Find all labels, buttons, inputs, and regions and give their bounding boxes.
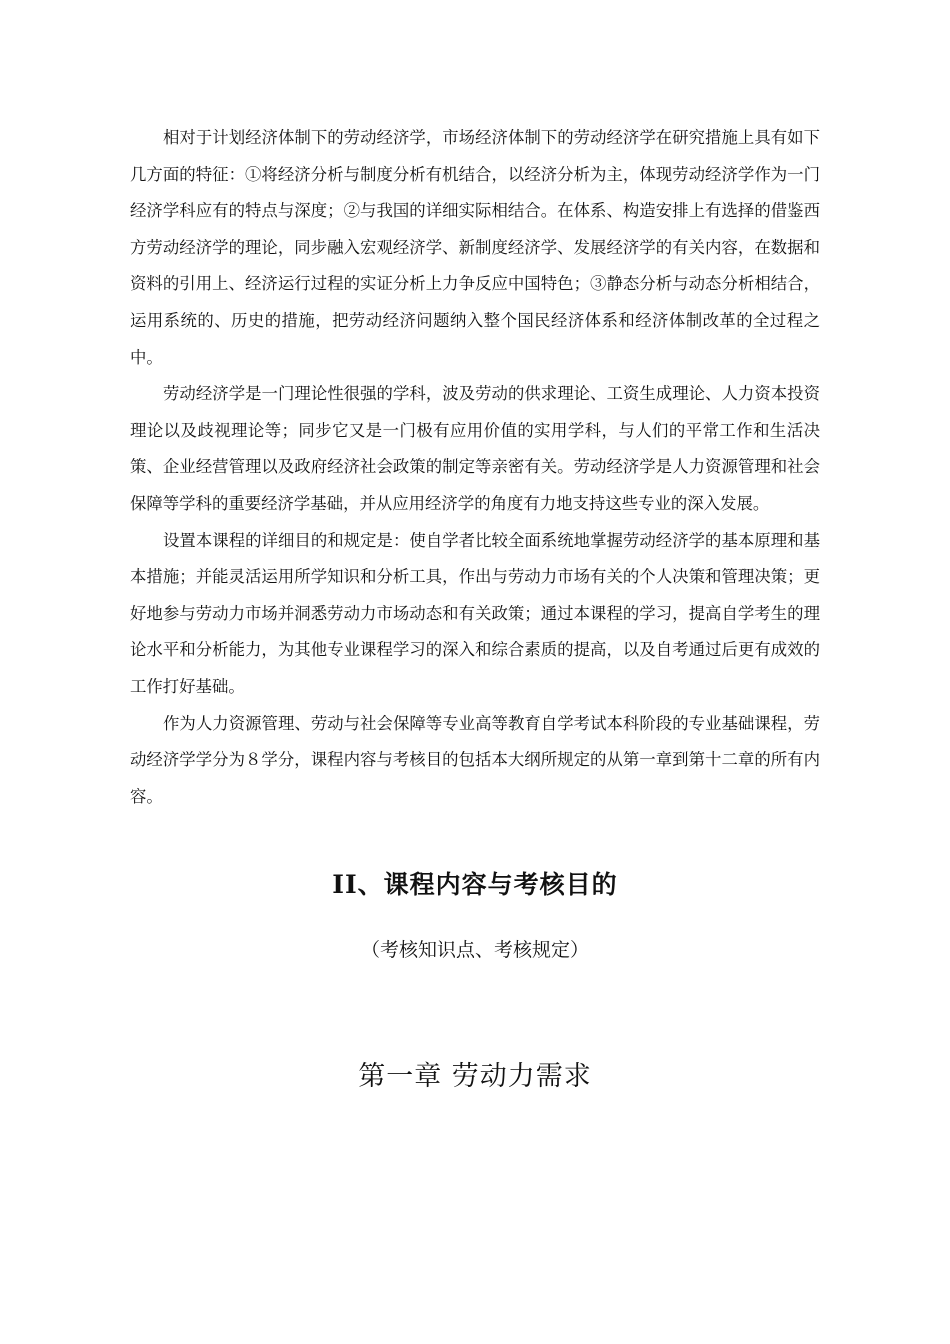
body-text bbox=[130, 120, 820, 815]
paragraph: 劳动经济学是一门理论性很强的学科，波及劳动的供求理论、工资生成理论、人力资本投资理论以及歧视理论等；同步它又是一门极有应用价值的实用学科，与人们的平常工作和生活决策、企业经营管理以及政府经济社会政策的制定等亲密有关。劳动经济学是人力资源管理和社会保障等学科的重要经济学基础，并从应用经济学的角度有力地支持这些专业的深入发展。 bbox=[130, 384, 820, 513]
paragraph: 作为人力资源管理、劳动与社会保障等专业高等教育自学考试本科阶段的专业基础课程，劳动经济学学分为８学分，课程内容与考核目的包括本大纲所规定的从第一章到第十二章的所有内容。 bbox=[130, 713, 820, 806]
chapter-title: 第一章 劳动力需求 bbox=[358, 1061, 592, 1092]
paragraph: 相对于计划经济体制下的劳动经济学，市场经济体制下的劳动经济学在研究措施上具有如下几方面的特征：①将经济分析与制度分析有机结合，以经济分析为主，体现劳动经济学作为一门经济学科应有的特点与深度；②与我国的详细实际相结合。在体系、构造安排上有选择的借鉴西方劳动经济学的理论，同步融入宏观经济学、新制度经济学、发展经济学的有关内容，在数据和资料的引用上、经济运行过程的实证分析上力争反应中国特色；③静态分析与动态分析相结合，运用系统的、历史的措施，把劳动经济问题纳入整个国民经济体系和经济体制改革的全过程之中。 bbox=[130, 128, 820, 367]
paragraph: 设置本课程的详细目的和规定是：使自学者比较全面系统地掌握劳动经济学的基本原理和基本措施；并能灵活运用所学知识和分析工具，作出与劳动力市场有关的个人决策和管理决策；更好地参与劳动力市场并洞悉劳动力市场动态和有关政策；通过本课程的学习，提高自学考生的理论水平和分析能力，为其他专业课程学习的深入和综合素质的提高，以及自考通过后更有成效的工作打好基础。 bbox=[130, 530, 820, 696]
section-subtitle: （考核知识点、考核规定） bbox=[360, 939, 589, 961]
section-title: II、课程内容与考核目的 bbox=[332, 870, 618, 899]
